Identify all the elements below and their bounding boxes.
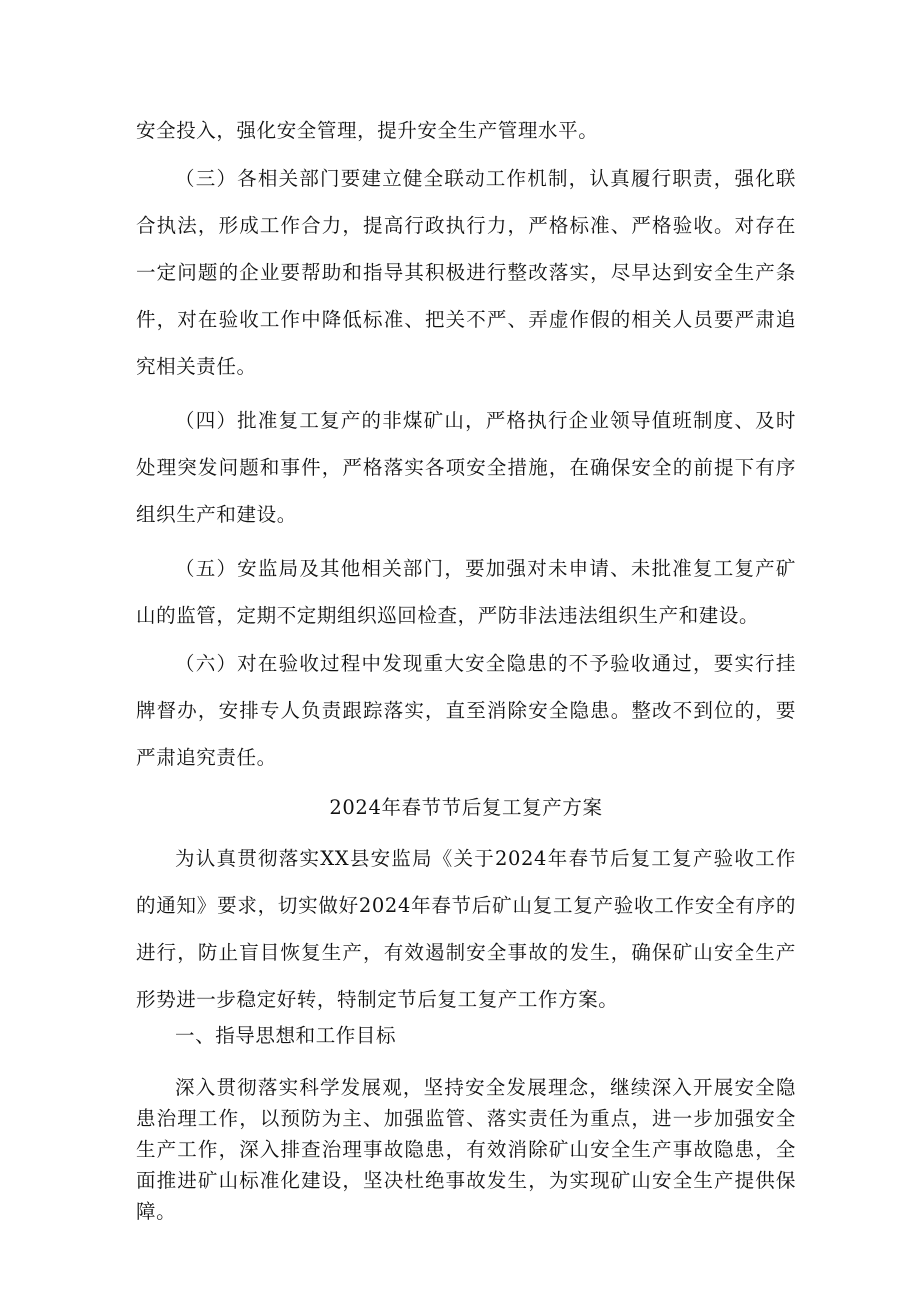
paragraph-item-4: （四）批准复工复产的非煤矿山，严格执行企业领导值班制度、及时处理突发问题和事件，严格落实各项安全措施，在确保安全的前提下有序组织生产和建设。: [136, 409, 796, 526]
paragraph-continuation: 安全投入，强化安全管理，提升安全生产管理水平。: [136, 119, 599, 142]
paragraph-guiding-thought: 深入贯彻落实科学发展观，坚持安全发展理念，继续深入开展安全隐患治理工作，以预防为主、加强监管、落实责任为重点，进一步加强安全生产工作，深入排查治理事故隐患，有效消除矿山安全生产事故隐患，全面推进矿山标准化建设，坚决杜绝事故发生，为实现矿山安全生产提供保障。: [136, 1076, 796, 1223]
document-title: 2024年春节节后复工复产方案: [329, 796, 603, 819]
paragraph-intro: 为认真贯彻落实XX县安监局《关于2024年春节后复工复产验收工作的通知》要求，切实做好2024年春节后矿山复工复产验收工作安全有序的进行，防止盲目恢复生产，有效遏制安全事故的发生，确保矿山安全生产形势进一步稳定好转，特制定节后复工复产工作方案。: [136, 847, 796, 1011]
paragraph-item-5: （五）安监局及其他相关部门，要加强对未申请、未批准复工复产矿山的监管，定期不定期组织巡回检查，严防非法违法组织生产和建设。: [136, 557, 796, 627]
paragraph-item-6: （六）对在验收过程中发现重大安全隐患的不予验收通过，要实行挂牌督办，安排专人负责跟踪落实，直至消除安全隐患。整改不到位的，要严肃追究责任。: [136, 652, 796, 769]
paragraph-item-3: （三）各相关部门要建立健全联动工作机制，认真履行职责，强化联合执法，形成工作合力，提高行政执行力，严格标准、严格验收。对存在一定问题的企业要帮助和指导其积极进行整改落实，尽早达到安全生产条件，对在验收工作中降低标准、把关不严、弄虚作假的相关人员要严肃追究相关责任。: [136, 167, 796, 378]
section-heading-1: 一、指导思想和工作目标: [175, 1024, 397, 1047]
